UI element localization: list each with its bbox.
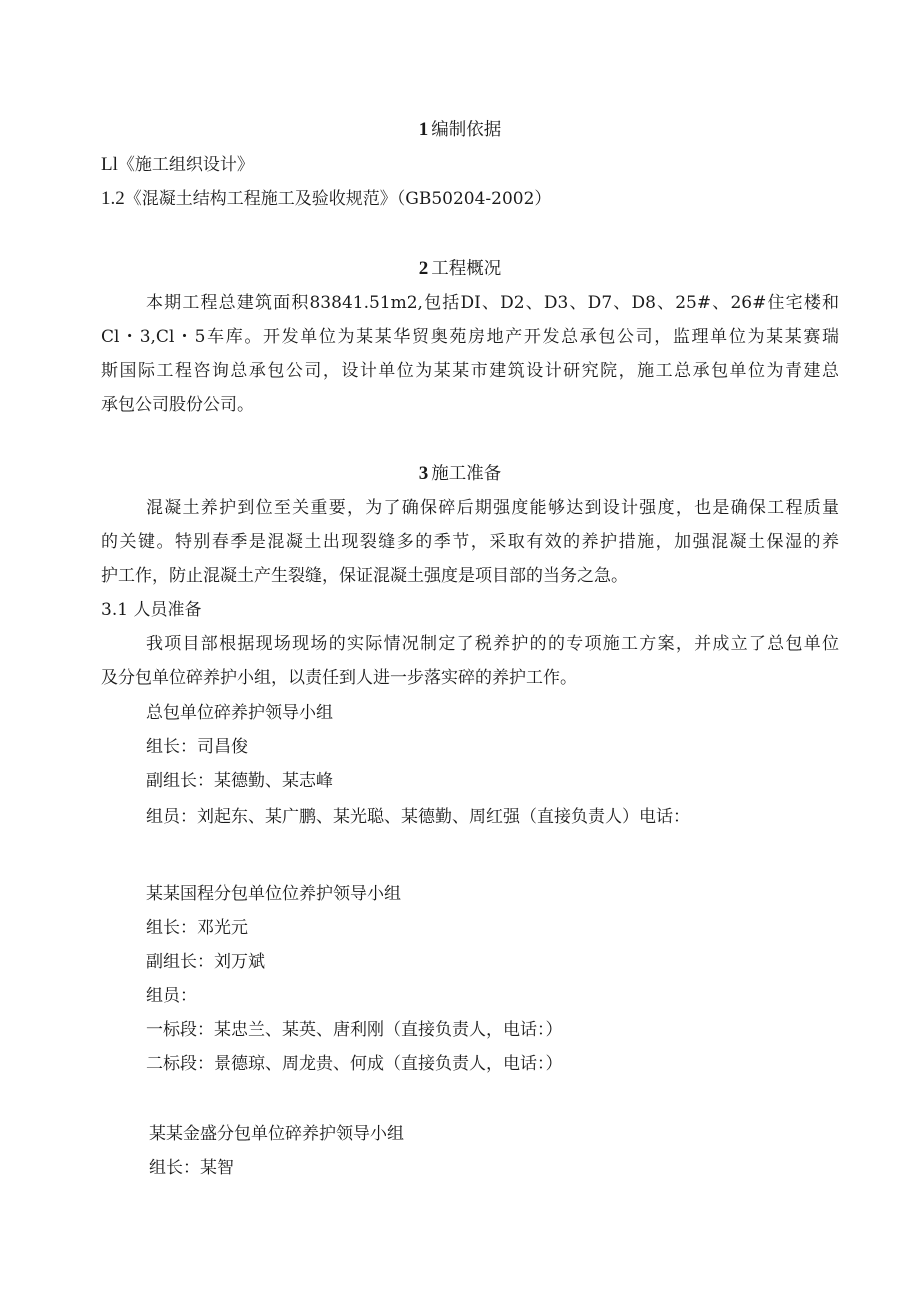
overview-line-2: Cl・3,Cl・5车库。开发单位为某某华贸奥苑房地产开发总承包公司，监理单位为某某赛瑞 <box>101 327 839 347</box>
section-3-heading <box>0 462 920 486</box>
prep-line-3: 护工作，防止混凝土产生裂缝，保证混凝土强度是项目部的当务之急。 <box>101 566 628 586</box>
group-2-segment-1: 一标段：某忠兰、某英、唐利刚（直接负责人，电话：） <box>146 1020 563 1040</box>
basis-item-2 <box>101 187 551 211</box>
section-2-heading <box>0 257 920 281</box>
section-2-number: 2 <box>418 258 429 279</box>
overview-line-3: 斯国际工程咨询总承包公司，设计单位为某某市建筑设计研究院，施工总承包单位为青建总 <box>101 361 839 381</box>
group-2-name: 某某国程分包单位位养护领导小组 <box>146 884 401 904</box>
basis-item-1-label: Ll <box>101 154 118 175</box>
overview-line-4: 承包公司股份公司。 <box>101 395 254 415</box>
section-1-heading <box>0 118 920 142</box>
section-3-number: 3 <box>418 463 429 484</box>
staff-line-1: 我项目部根据现场现场的实际情况制定了税养护的的专项施工方案，并成立了总包单位 <box>146 634 839 654</box>
group-2-deputy: 副组长：刘万斌 <box>146 952 265 972</box>
group-2-leader: 组长：邓光元 <box>146 918 248 938</box>
group-2-members: 组员： <box>146 986 197 1006</box>
basis-item-2-text: 《混凝土结构工程施工及验收规范》（GB50204-2002） <box>124 189 552 209</box>
subsection-3-1-title: 3.1 人员准备 <box>101 600 202 620</box>
group-3-leader: 组长：某智 <box>149 1158 234 1178</box>
section-3-title: 施工准备 <box>431 464 502 484</box>
group-3-name: 某某金盛分包单位碎养护领导小组 <box>149 1124 404 1144</box>
prep-line-1: 混凝土养护到位至关重要，为了确保碎后期强度能够达到设计强度，也是确保工程质量 <box>146 498 839 518</box>
group-1-members: 组员：刘起东、某广鹏、某光聪、某德勤、周红强（直接负责人）电话： <box>146 807 690 827</box>
section-1-number: 1 <box>418 119 429 140</box>
prep-line-2: 的关键。特别春季是混凝土出现裂缝多的季节，采取有效的养护措施，加强混凝土保湿的养 <box>101 532 839 552</box>
section-1-title: 编制依据 <box>431 120 502 140</box>
basis-item-1 <box>101 153 254 177</box>
section-2-title: 工程概况 <box>431 259 502 279</box>
group-1-deputy: 副组长：某德勤、某志峰 <box>146 771 333 791</box>
overview-line-1: 本期工程总建筑面积83841.51m2,包括DI、D2、D3、D7、D8、25#、26#住宅楼和 <box>146 293 839 313</box>
group-1-leader: 组长：司昌俊 <box>146 737 248 757</box>
group-1-name: 总包单位碎养护领导小组 <box>146 703 333 723</box>
basis-item-1-text: 《施工组织设计》 <box>117 155 254 175</box>
basis-item-2-label: 1.2 <box>101 188 125 209</box>
group-2-segment-2: 二标段：景德琼、周龙贵、何成（直接负责人，电话：） <box>146 1054 563 1074</box>
staff-line-2: 及分包单位碎养护小组，以责任到人进一步落实碎的养护工作。 <box>101 668 577 688</box>
